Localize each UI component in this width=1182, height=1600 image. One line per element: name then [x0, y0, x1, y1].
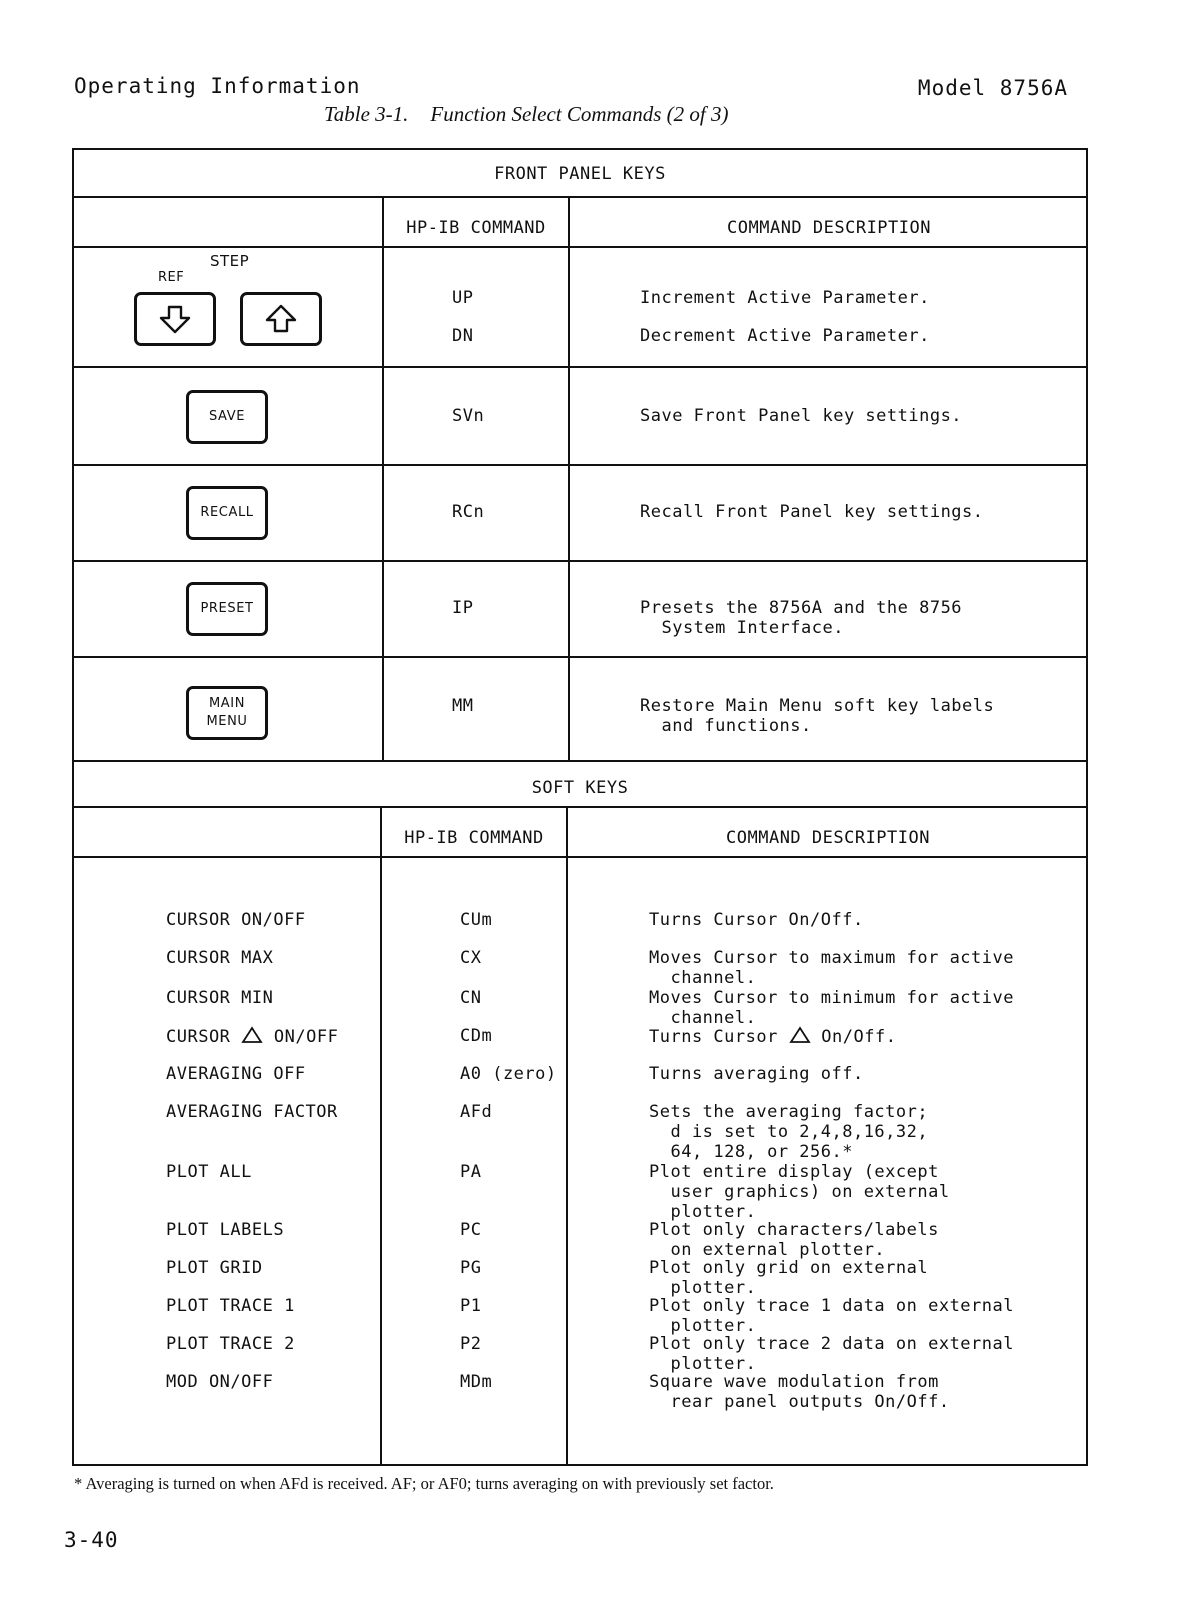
soft-key-description: Sets the averaging factor; d is set to 2,4,8,16,32, 64, 128, or 256.*	[649, 1102, 929, 1162]
soft-key-description: Turns averaging off.	[649, 1064, 864, 1084]
caption-number: Table 3-1.	[324, 102, 409, 126]
rule	[74, 806, 1086, 808]
column-header-command: HP-IB COMMAND	[406, 218, 546, 238]
soft-keys-section-title: SOFT KEYS	[531, 778, 629, 798]
soft-key-description: Turns Cursor On/Off.	[649, 1027, 897, 1047]
step-up-key[interactable]	[240, 292, 322, 346]
soft-key-name: CURSOR ON/OFF	[166, 910, 306, 930]
down-arrow-icon	[158, 304, 192, 334]
soft-key-description: Moves Cursor to minimum for active channel.	[649, 988, 1014, 1028]
soft-key-command: A0 (zero)	[460, 1064, 557, 1084]
main-menu-key-label-line2: MENU	[206, 714, 248, 729]
rule	[74, 246, 1086, 248]
delta-triangle-icon	[789, 1026, 811, 1044]
caption-title: Function Select Commands (2 of 3)	[430, 102, 729, 126]
save-key-label: SAVE	[208, 409, 246, 425]
soft-key-name: CURSOR MIN	[166, 988, 274, 1008]
column-rule	[568, 196, 570, 760]
save-key[interactable]	[186, 390, 268, 444]
soft-key-command: MDm	[460, 1372, 493, 1392]
rule	[74, 760, 1086, 762]
soft-key-command: CUm	[460, 910, 493, 930]
soft-key-name: PLOT TRACE 2	[166, 1334, 295, 1354]
soft-keys-column-header-description: COMMAND DESCRIPTION	[726, 828, 930, 848]
description-up: Increment Active Parameter.	[640, 288, 930, 308]
preset-key[interactable]	[186, 582, 268, 636]
soft-key-command: CN	[460, 988, 482, 1008]
soft-key-description: Plot entire display (except user graphics) on external plotter.	[649, 1162, 950, 1222]
front-panel-section-title: FRONT PANEL KEYS	[494, 164, 666, 184]
soft-key-description: Moves Cursor to maximum for active channel.	[649, 948, 1014, 988]
column-rule	[566, 806, 568, 1466]
step-down-key[interactable]	[134, 292, 216, 346]
soft-key-command: CX	[460, 948, 482, 968]
soft-key-description: Plot only characters/labels on external plotter.	[649, 1220, 939, 1260]
command-up: UP	[452, 288, 474, 308]
page-header-right: Model 8756A	[917, 76, 1068, 100]
soft-key-description: Plot only trace 1 data on external plotter.	[649, 1296, 1014, 1336]
soft-key-name: PLOT GRID	[166, 1258, 263, 1278]
rule	[74, 856, 1086, 858]
command-recall: RCn	[452, 502, 485, 522]
column-rule	[382, 196, 384, 760]
up-arrow-icon	[264, 304, 298, 334]
soft-key-name: MOD ON/OFF	[166, 1372, 274, 1392]
soft-key-command: AFd	[460, 1102, 493, 1122]
command-preset: IP	[452, 598, 474, 618]
soft-key-command: PC	[460, 1220, 482, 1240]
rule	[74, 464, 1086, 466]
soft-key-command: P1	[460, 1296, 482, 1316]
page-number: 3-40	[64, 1528, 119, 1552]
delta-triangle-icon	[241, 1026, 263, 1044]
description-dn: Decrement Active Parameter.	[640, 326, 930, 346]
rule	[74, 656, 1086, 658]
command-main-menu: MM	[452, 696, 474, 716]
soft-key-description: Turns Cursor On/Off.	[649, 910, 864, 930]
ref-label: REF	[158, 270, 185, 285]
footnote: * Averaging is turned on when AFd is received. AF; or AF0; turns averaging on with previously set factor.	[74, 1474, 774, 1493]
recall-key[interactable]	[186, 486, 268, 540]
main-menu-key-label-line1: MAIN	[208, 696, 246, 712]
soft-key-command: PA	[460, 1162, 482, 1182]
rule	[74, 366, 1086, 368]
column-rule	[380, 806, 382, 1466]
soft-key-name: CURSOR ON/OFF	[166, 1027, 339, 1047]
rule	[74, 196, 1086, 198]
soft-key-description: Square wave modulation from rear panel outputs On/Off.	[649, 1372, 950, 1412]
page-header-left: Operating Information	[74, 74, 361, 98]
soft-key-name: CURSOR MAX	[166, 948, 274, 968]
description-preset: Presets the 8756A and the 8756 System Interface.	[640, 598, 963, 638]
soft-key-name: PLOT LABELS	[166, 1220, 285, 1240]
command-dn: DN	[452, 326, 474, 346]
soft-key-description: Plot only grid on external plotter.	[649, 1258, 929, 1298]
soft-key-name: AVERAGING FACTOR	[166, 1102, 338, 1122]
description-main-menu: Restore Main Menu soft key labels and functions.	[640, 696, 995, 736]
table-caption	[324, 102, 728, 127]
soft-key-command: CDm	[460, 1026, 493, 1046]
preset-key-label: PRESET	[200, 601, 254, 617]
soft-key-command: P2	[460, 1334, 482, 1354]
function-select-table	[72, 148, 1088, 1466]
recall-key-label: RECALL	[200, 505, 254, 521]
soft-key-name: PLOT ALL	[166, 1162, 252, 1182]
description-recall: Recall Front Panel key settings.	[640, 502, 984, 522]
description-save: Save Front Panel key settings.	[640, 406, 963, 426]
soft-keys-column-header-command: HP-IB COMMAND	[404, 828, 544, 848]
rule	[74, 560, 1086, 562]
column-header-description: COMMAND DESCRIPTION	[727, 218, 931, 238]
command-save: SVn	[452, 406, 485, 426]
step-label: STEP	[210, 252, 250, 270]
soft-key-description: Plot only trace 2 data on external plotter.	[649, 1334, 1014, 1374]
soft-key-name: PLOT TRACE 1	[166, 1296, 295, 1316]
soft-key-command: PG	[460, 1258, 482, 1278]
main-menu-key[interactable]	[186, 686, 268, 740]
soft-key-name: AVERAGING OFF	[166, 1064, 306, 1084]
